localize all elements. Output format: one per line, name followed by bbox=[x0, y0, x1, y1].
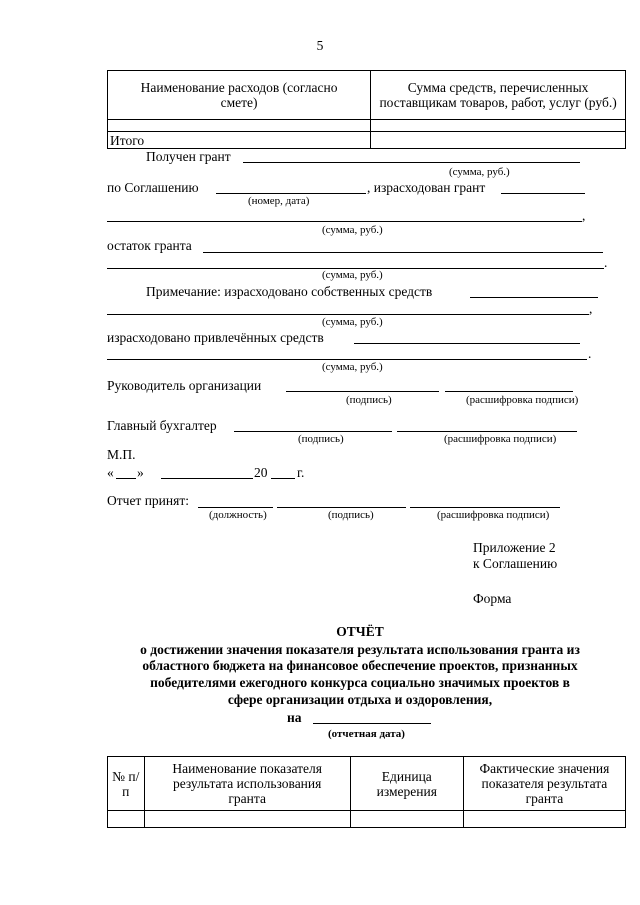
indicator-col-values: Фактические значения показателя результата гранта bbox=[463, 757, 625, 811]
expenses-empty-cell bbox=[371, 120, 626, 132]
caption-sum: (сумма, руб.) bbox=[449, 166, 510, 178]
head-signature-line bbox=[286, 391, 439, 392]
accepted-decode-line bbox=[410, 507, 560, 508]
caption-sum: (сумма, руб.) bbox=[322, 316, 383, 328]
grant-received-label: Получен грант bbox=[146, 149, 231, 164]
period: . bbox=[604, 255, 608, 270]
comma: , bbox=[589, 301, 593, 316]
form-label: Форма bbox=[473, 591, 512, 606]
caption-decode: (расшифровка подписи) bbox=[444, 433, 557, 445]
indicator-empty-cell bbox=[144, 811, 350, 828]
expenses-total-label: Итого bbox=[108, 132, 371, 149]
page-number: 5 bbox=[316, 38, 324, 53]
date-open-quote: « bbox=[107, 465, 114, 480]
caption-decode: (расшифровка подписи) bbox=[466, 394, 579, 406]
caption-report-date: (отчетная дата) bbox=[328, 728, 405, 740]
expenses-total-value bbox=[371, 132, 626, 149]
agreement-line bbox=[216, 193, 366, 194]
stamp-label: М.П. bbox=[107, 447, 136, 462]
appendix-line-2: к Соглашению bbox=[473, 556, 558, 571]
caption-position: (должность) bbox=[209, 509, 267, 521]
date-close-quote: » bbox=[137, 465, 144, 480]
indicator-empty-cell bbox=[463, 811, 625, 828]
date-year-prefix: 20 bbox=[254, 465, 268, 480]
accountant-signature-line bbox=[234, 431, 392, 432]
indicator-col-unit: Единица измерения bbox=[350, 757, 463, 811]
spent-grant-line-2 bbox=[107, 221, 582, 222]
report-subtitle-4: сфере организации отдыха и оздоровления, bbox=[227, 692, 493, 707]
report-at-label: на bbox=[287, 710, 302, 725]
date-year-suffix: г. bbox=[297, 465, 305, 480]
date-year-line bbox=[271, 478, 295, 479]
caption-sum: (сумма, руб.) bbox=[322, 269, 383, 281]
note-label: Примечание: израсходовано собственных средств bbox=[146, 284, 433, 299]
indicator-col-name: Наименование показателя результата использования гранта bbox=[144, 757, 350, 811]
head-decode-line bbox=[445, 391, 573, 392]
spent-grant-label: , израсходован грант bbox=[367, 180, 486, 195]
spent-grant-line bbox=[501, 193, 585, 194]
report-accepted-label: Отчет принят: bbox=[107, 493, 189, 508]
attracted-funds-label: израсходовано привлечённых средств bbox=[107, 330, 324, 345]
indicator-table bbox=[107, 756, 626, 828]
remainder-label: остаток гранта bbox=[107, 238, 192, 253]
report-subtitle-3: победителями ежегодного конкурса социально значимых проектов в bbox=[150, 675, 570, 690]
caption-sum: (сумма, руб.) bbox=[322, 361, 383, 373]
indicator-empty-cell bbox=[108, 811, 145, 828]
appendix-line-1: Приложение 2 bbox=[473, 540, 556, 555]
caption-signature: (подпись) bbox=[298, 433, 344, 445]
comma: , bbox=[582, 208, 586, 223]
expenses-col-name-header: Наименование расходов (согласно смете) bbox=[108, 71, 371, 120]
attracted-funds-line bbox=[354, 343, 580, 344]
own-funds-line-2 bbox=[107, 314, 589, 315]
date-day-line bbox=[116, 478, 136, 479]
caption-signature: (подпись) bbox=[346, 394, 392, 406]
expenses-col-sum-header: Сумма средств, перечисленных поставщикам товаров, работ, услуг (руб.) bbox=[371, 71, 626, 120]
expenses-empty-cell bbox=[108, 120, 371, 132]
accepted-signature-line bbox=[277, 507, 406, 508]
report-subtitle-1: о достижении значения показателя результата использования гранта из bbox=[140, 642, 580, 657]
remainder-line bbox=[203, 252, 603, 253]
grant-received-line bbox=[243, 162, 580, 163]
caption-decode: (расшифровка подписи) bbox=[437, 509, 550, 521]
attracted-funds-line-2 bbox=[107, 359, 587, 360]
head-org-label: Руководитель организации bbox=[107, 378, 262, 393]
accepted-position-line bbox=[198, 507, 273, 508]
agreement-label: по Соглашению bbox=[107, 180, 199, 195]
caption-number-date: (номер, дата) bbox=[248, 195, 310, 207]
indicator-empty-cell bbox=[350, 811, 463, 828]
indicator-col-number: № п/п bbox=[108, 757, 145, 811]
date-month-line bbox=[161, 478, 253, 479]
report-title: ОТЧЁТ bbox=[336, 624, 384, 639]
accountant-decode-line bbox=[397, 431, 577, 432]
caption-signature: (подпись) bbox=[328, 509, 374, 521]
report-subtitle-2: областного бюджета на финансовое обеспечение проектов, признанных bbox=[142, 658, 578, 673]
caption-sum: (сумма, руб.) bbox=[322, 224, 383, 236]
chief-accountant-label: Главный бухгалтер bbox=[107, 418, 217, 433]
report-date-line bbox=[313, 723, 431, 724]
period: . bbox=[588, 346, 592, 361]
expenses-table bbox=[107, 70, 626, 149]
own-funds-line bbox=[470, 297, 598, 298]
